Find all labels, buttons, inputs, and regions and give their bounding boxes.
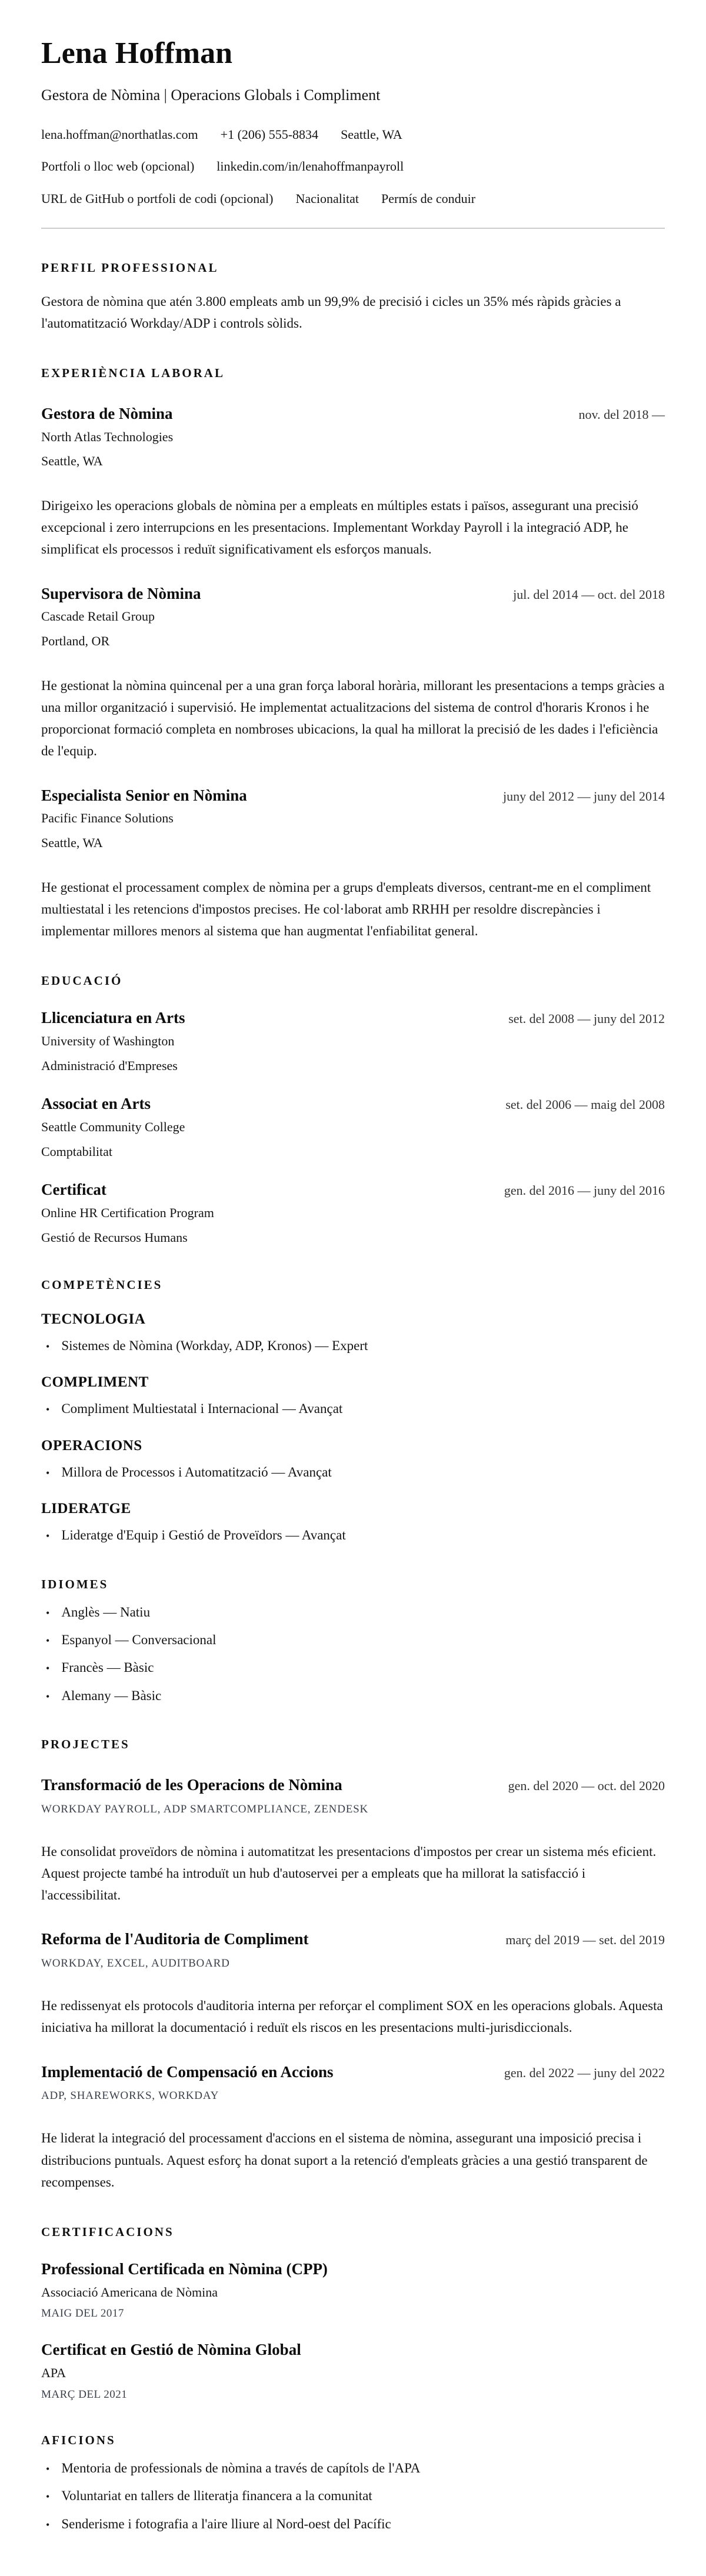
section-education [41, 974, 665, 1246]
job-title: Supervisora de Nòmina [41, 584, 201, 602]
contact-nationality-label: Nacionalitat [295, 191, 359, 206]
skill-group-title: OPERACIONS [41, 1437, 142, 1454]
bullet-icon: • [46, 1607, 50, 1619]
project-tools: WORKDAY PAYROLL, ADP SMARTCOMPLIANCE, ZENDESK [41, 1802, 369, 1815]
hobby-item [41, 2514, 665, 2534]
contact-driving-license-label: Permís de conduir [381, 191, 476, 206]
section-skills [41, 1278, 665, 1545]
skill-group-title: COMPLIMENT [41, 1374, 149, 1391]
profile-heading: PERFIL PROFESSIONAL [41, 260, 219, 275]
skill-list [41, 1525, 665, 1545]
education-degree: Llicenciatura en Arts [41, 1009, 185, 1027]
project-title-row [41, 2062, 665, 2082]
skills-heading: COMPETÈNCIES [41, 1278, 163, 1292]
job-title: Especialista Senior en Nòmina [41, 786, 247, 804]
project-title-row [41, 1775, 665, 1795]
hobbies-heading: AFICIONS [41, 2432, 116, 2447]
job-location: Portland, OR [41, 634, 110, 649]
bullet-icon: • [46, 1634, 50, 1647]
job-title-row [41, 584, 665, 604]
job-title-row [41, 786, 665, 806]
project-title: Transformació de les Operacions de Nòmina [41, 1775, 342, 1794]
project-description: He liderat la integració del processament d'accions en el sistema de nòmina, assegurant una imposició precisa i distribucions puntuals. Aquest esforç ha donat suport a la retenció d'empleats gràcies a una gestió transparent de recompenses. [41, 2131, 648, 2190]
bullet-icon: • [46, 2491, 50, 2503]
skill-list [41, 1399, 665, 1418]
project-dates: gen. del 2022 — juny del 2022 [504, 2065, 665, 2080]
education-field: Administració d'Empreses [41, 1058, 178, 1073]
language-item [41, 1602, 665, 1622]
project-description: He redissenyat els protocols d'auditoria interna per reforçar el compliment SOX en les operacions globals. Aquesta iniciativa ha millorat la documentació i reduït els riscos en les presentacions multi-jurisdiccionals. [41, 1998, 663, 2035]
bullet-icon: • [46, 1404, 50, 1416]
skill-list [41, 1462, 665, 1482]
skill-item-label: Sistemes de Nòmina (Workday, ADP, Kronos) — Expert [61, 1338, 368, 1354]
hobby-item [41, 2486, 665, 2505]
skill-group-technology [41, 1311, 665, 1355]
education-school: Online HR Certification Program [41, 1205, 214, 1220]
skill-item [41, 1462, 665, 1482]
project-entry [41, 1775, 665, 1907]
skill-group-leadership [41, 1501, 665, 1545]
language-item-label: Alemany — Bàsic [61, 1688, 162, 1703]
education-title-row [41, 1094, 665, 1114]
language-item [41, 1686, 665, 1705]
skill-item-label: Lideratge d'Equip i Gestió de Proveïdors — Avançat [61, 1528, 346, 1543]
contact-phone: +1 (206) 555-8834 [220, 126, 319, 142]
project-dates: març del 2019 — set. del 2019 [505, 1932, 665, 1948]
candidate-headline: Gestora de Nòmina | Operacions Globals i Compliment [41, 86, 381, 104]
education-school: University of Washington [41, 1034, 175, 1049]
bullet-icon: • [46, 1530, 50, 1542]
certifications-heading: CERTIFICACIONS [41, 2225, 174, 2240]
contact-linkedin: linkedin.com/in/lenahoffmanpayroll [217, 159, 404, 174]
bullet-icon: • [46, 2518, 50, 2531]
hobby-item [41, 2458, 665, 2478]
certification-title: Certificat en Gestió de Nòmina Global [41, 2341, 301, 2359]
job-description: He gestionat la nòmina quincenal per a una gran força laboral horària, millorant les presentacions a temps gràcies a una millor organització i supervisió. He implementat actualitzacions del sistema de control d'horaris Kronos i he proporcionat formació completa en nombroses ubicacions, la qual ha millorat la precisió de les dades i l'eficiència de l'equip. [41, 678, 665, 759]
hobby-item-label: Mentoria de professionals de nòmina a través de capítols de l'APA [61, 2460, 421, 2475]
hobby-item-label: Voluntariat en tallers de lliteratja financera a la comunitat [61, 2488, 372, 2504]
education-field: Comptabilitat [41, 1144, 112, 1159]
education-title-row [41, 1008, 665, 1028]
section-profile [41, 261, 665, 335]
contact-location: Seattle, WA [341, 126, 402, 142]
job-entry [41, 584, 665, 762]
job-dates: jul. del 2014 — oct. del 2018 [513, 586, 665, 602]
certification-date: MARÇ DEL 2021 [41, 2388, 128, 2401]
project-title-row [41, 1929, 665, 1950]
header-divider [41, 228, 665, 229]
job-dates: nov. del 2018 — [578, 407, 665, 422]
contact-row-2 [41, 158, 665, 175]
skill-item-label: Compliment Multiestatal i Internacional — Avançat [61, 1401, 343, 1417]
language-item-label: Francès — Bàsic [61, 1660, 154, 1675]
job-company: Pacific Finance Solutions [41, 811, 174, 826]
project-dates: gen. del 2020 — oct. del 2020 [508, 1778, 665, 1793]
language-item [41, 1658, 665, 1677]
languages-list [41, 1602, 665, 1705]
job-title-row [41, 404, 665, 424]
section-experience [41, 366, 665, 942]
job-entry [41, 404, 665, 561]
education-degree: Associat en Arts [41, 1095, 151, 1113]
contact-row-1 [41, 126, 665, 144]
skill-group-operations [41, 1438, 665, 1482]
certification-date: MAIG DEL 2017 [41, 2307, 124, 2320]
education-entry [41, 1094, 665, 1160]
education-entry [41, 1008, 665, 1074]
job-description: He gestionat el processament complex de nòmina per a grups d'empleats diversos, centrant-me en el compliment multiestatal i les retencions d'impostos precises. He col·laborat amb RRHH per resoldre discrepàncies i implementar millores menors al sistema que han augmentat l'enfiabilitat general. [41, 879, 651, 939]
skill-item [41, 1525, 665, 1545]
job-entry [41, 786, 665, 942]
education-heading: EDUCACIÓ [41, 974, 123, 988]
section-certifications [41, 2225, 665, 2401]
education-entry [41, 1180, 665, 1246]
job-title: Gestora de Nòmina [41, 405, 173, 423]
project-entry [41, 2062, 665, 2194]
skill-item [41, 1399, 665, 1418]
education-dates: gen. del 2016 — juny del 2016 [504, 1183, 665, 1198]
hobby-item-label: Senderisme i fotografia a l'aire lliure al Nord-oest del Pacífic [61, 2516, 391, 2531]
contact-email: lena.hoffman@northatlas.com [41, 126, 198, 142]
education-title-row [41, 1180, 665, 1200]
project-title: Reforma de l'Auditoria de Compliment [41, 1930, 309, 1948]
contact-row-3 [41, 191, 665, 208]
languages-heading: IDIOMES [41, 1577, 109, 1591]
contact-github-label: URL de GitHub o portfoli de codi (opcional) [41, 191, 274, 206]
education-field: Gestió de Recursos Humans [41, 1229, 188, 1245]
skill-group-title: TECNOLOGIA [41, 1311, 146, 1328]
education-degree: Certificat [41, 1181, 106, 1199]
experience-heading: EXPERIÈNCIA LABORAL [41, 366, 225, 381]
certification-title: Professional Certificada en Nòmina (CPP) [41, 2260, 328, 2278]
project-description: He consolidat proveïdors de nòmina i automatitzat les presentacions d'impostos per crear un sistema més eficient. Aquest projecte també ha introduït un hub d'autoservei per a empleats que ha millorat la satisfacció i l'accessibilitat. [41, 1844, 657, 1903]
bullet-icon: • [46, 1662, 50, 1675]
project-title: Implementació de Compensació en Accions [41, 2062, 334, 2081]
certification-entry [41, 2260, 665, 2320]
resume-header [41, 36, 665, 208]
skill-item [41, 1336, 665, 1355]
bullet-icon: • [46, 1690, 50, 1702]
education-dates: set. del 2008 — juny del 2012 [508, 1011, 665, 1027]
profile-summary: Gestora de nòmina que atén 3.800 empleats amb un 99,9% de precisió i cicles un 35% més ràpids gràcies a l'automatització Workday/ADP i controls sòlids. [41, 294, 621, 331]
job-company: Cascade Retail Group [41, 609, 155, 624]
language-item-label: Espanyol — Conversacional [61, 1632, 217, 1647]
project-tools: ADP, SHAREWORKS, WORKDAY [41, 2090, 219, 2102]
job-dates: juny del 2012 — juny del 2014 [503, 788, 665, 804]
bullet-icon: • [46, 2462, 50, 2475]
bullet-icon: • [46, 1341, 50, 1353]
skill-item-label: Millora de Processos i Automatització — Avançat [61, 1464, 332, 1479]
skill-group-compliance [41, 1374, 665, 1418]
project-entry [41, 1929, 665, 2038]
certification-entry [41, 2340, 665, 2401]
project-tools: WORKDAY, EXCEL, AUDITBOARD [41, 1957, 230, 1970]
certification-issuer: APA [41, 2365, 66, 2381]
language-item-label: Anglès — Natiu [61, 1604, 151, 1619]
section-hobbies [41, 2433, 665, 2534]
job-description: Dirigeixo les operacions globals de nòmina per a empleats en múltiples estats i països, assegurant una precisió excepcional i zero interrupcions en les presentacions. Implementant Workday Payroll i la integració ADP, he simplificat els processos i reduït significativament els esforços manuals. [41, 498, 638, 557]
skill-group-title: LIDERATGE [41, 1501, 131, 1517]
bullet-icon: • [46, 1467, 50, 1479]
contact-portfolio-label: Portfoli o lloc web (opcional) [41, 159, 195, 174]
education-school: Seattle Community College [41, 1119, 185, 1135]
certification-issuer: Associació Americana de Nòmina [41, 2284, 218, 2300]
candidate-name: Lena Hoffman [41, 36, 232, 70]
skill-list [41, 1336, 665, 1355]
section-projects [41, 1737, 665, 2193]
education-dates: set. del 2006 — maig del 2008 [505, 1097, 665, 1112]
job-company: North Atlas Technologies [41, 429, 174, 444]
job-location: Seattle, WA [41, 454, 103, 469]
hobbies-list [41, 2458, 665, 2534]
language-item [41, 1630, 665, 1649]
section-languages [41, 1577, 665, 1705]
projects-heading: PROJECTES [41, 1737, 130, 1751]
job-location: Seattle, WA [41, 835, 103, 850]
